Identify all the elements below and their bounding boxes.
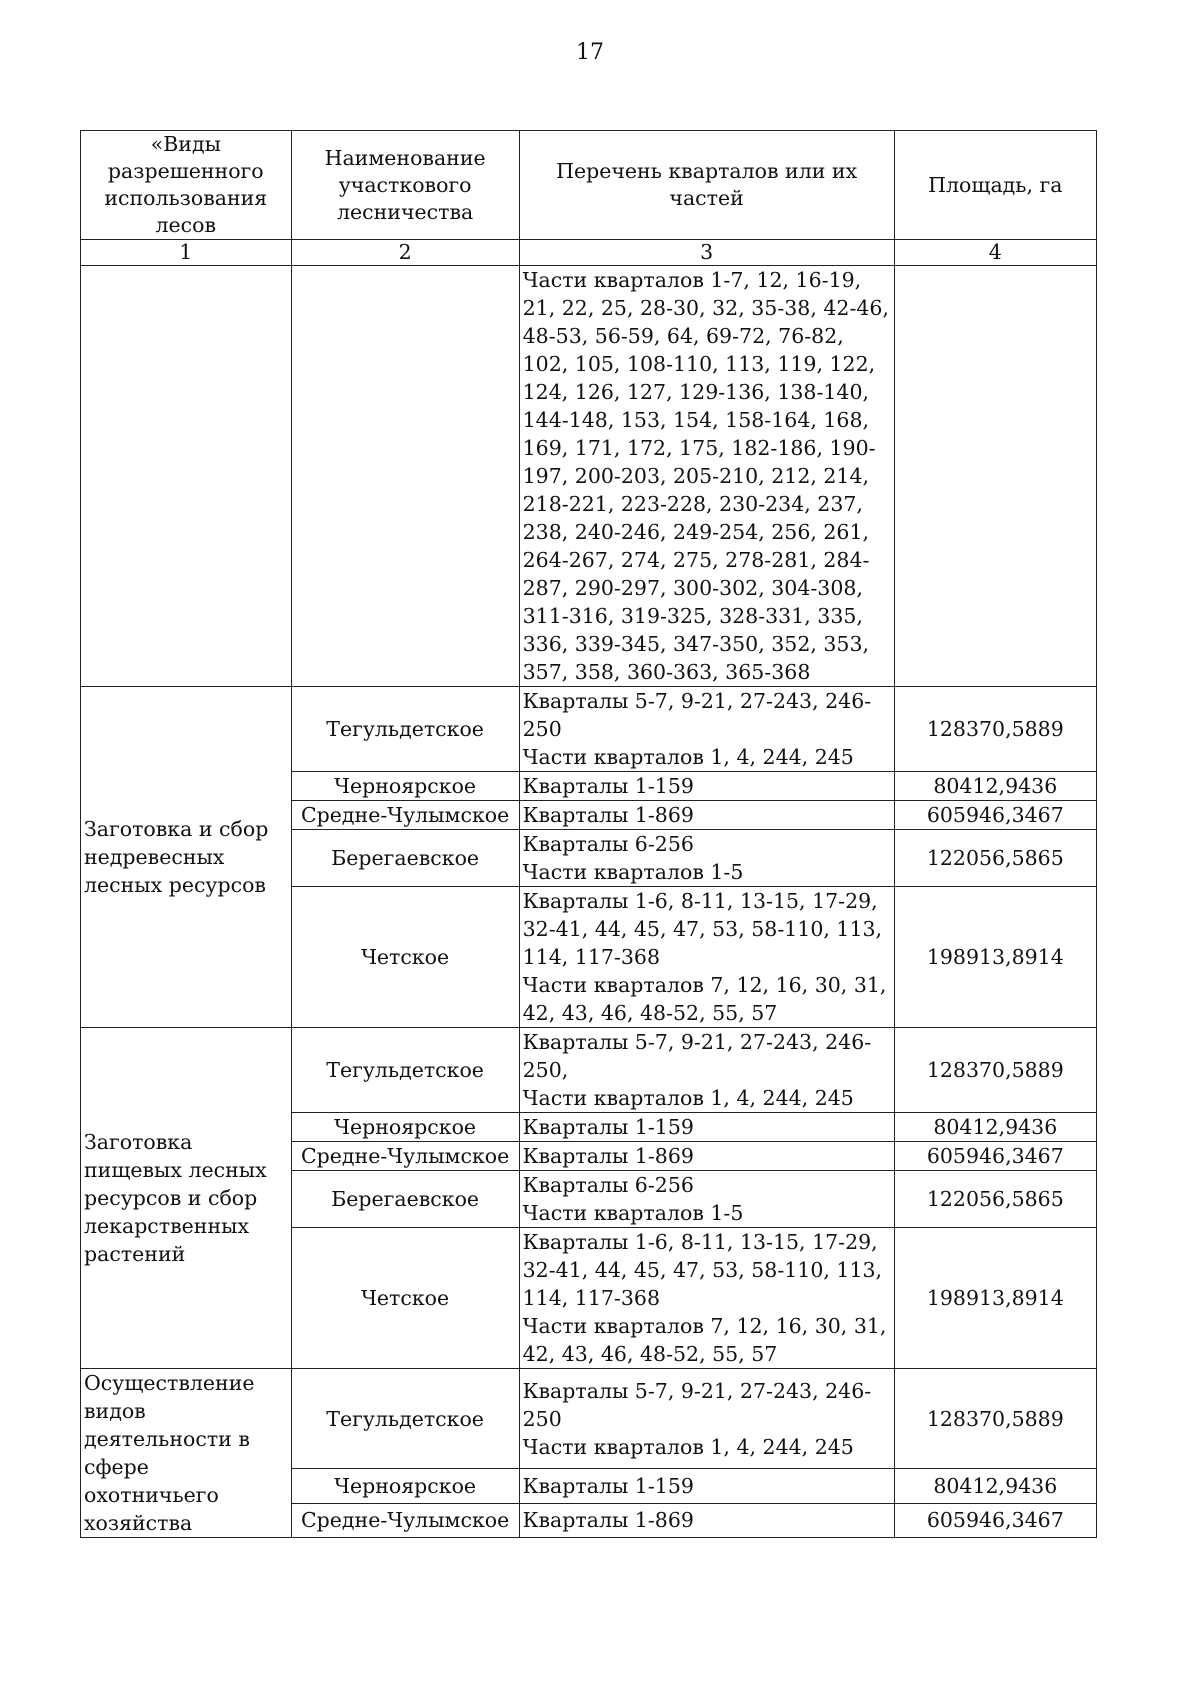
quarters-cell [519,1469,894,1503]
district-cell: Средне-Чулымское [291,1142,519,1171]
forest-use-table [80,130,1097,1538]
area-cell: 80412,9436 [894,1469,1096,1503]
quarters-main: Кварталы 1-869 [522,1508,694,1533]
empty-cell [81,266,292,687]
quarters-main: Кварталы 1-869 [522,1144,694,1168]
quarters-parts: Части кварталов 7, 12, 16, 30, 31, 42, 43, 46, 48-52, 55, 57 [522,1314,887,1366]
district-cell: Тегульдетское [291,1369,519,1469]
column-number: 1 [81,240,292,266]
area-cell: 605946,3467 [894,1503,1096,1537]
quarters-main: Кварталы 1-6, 8-11, 13-15, 17-29, 32-41, 44, 45, 47, 53, 58-110, 113, 114, 117-368 [522,1230,883,1310]
table-row [81,687,1097,772]
area-cell: 198913,8914 [894,1228,1096,1369]
quarters-cell [519,772,894,801]
area-cell: 605946,3467 [894,1142,1096,1171]
district-cell: Четское [291,1228,519,1369]
header-area: Площадь, га [894,131,1096,240]
quarters-main: Кварталы 5-7, 9-21, 27-243, 246-250 [522,1378,872,1431]
column-number: 4 [894,240,1096,266]
area-cell: 122056,5865 [894,1171,1096,1228]
district-cell: Черноярское [291,1469,519,1503]
quarters-main: Кварталы 1-6, 8-11, 13-15, 17-29, 32-41, 44, 45, 47, 53, 58-110, 113, 114, 117-368 [522,889,883,969]
empty-cell [894,266,1096,687]
area-cell: 80412,9436 [894,1113,1096,1142]
quarters-main: Кварталы 5-7, 9-21, 27-243, 246-250 [522,689,872,741]
header-row [81,131,1097,240]
district-cell: Тегульдетское [291,1028,519,1113]
area-cell: 198913,8914 [894,887,1096,1028]
district-cell: Берегаевское [291,1171,519,1228]
area-cell: 128370,5889 [894,1369,1096,1469]
quarters-cell [519,687,894,772]
quarters-cell [519,887,894,1028]
use-kind-cell: Заготовка и сбор недревесных лесных ресурсов [81,687,292,1028]
page-number: 17 [576,40,604,65]
quarters-main: Кварталы 1-159 [522,774,694,798]
quarters-parts: Части кварталов 1, 4, 244, 245 [522,745,854,769]
area-cell: 128370,5889 [894,687,1096,772]
quarters-parts: Части кварталов 1-5 [522,1201,744,1225]
quarters-cell [519,1028,894,1113]
quarters-main: Кварталы 6-256 [522,832,694,856]
header-quarters: Перечень кварталов или их частей [519,131,894,240]
district-cell: Четское [291,887,519,1028]
quarters-cell [519,1369,894,1469]
empty-cell [291,266,519,687]
quarters-cell: Части кварталов 1-7, 12, 16-19, 21, 22, 25, 28-30, 32, 35-38, 42-46, 48-53, 56-59, 64, 69-72, 76-82, 102, 105, 108-110, 113, 119, 122, 124, 126, 127, 129-136, 138-140, 144-148, 153, 154, 158-164, 168, 169, 171, 172, 175, 182-186, 190-197, 200-203, 205-210, 212, 214, 218-221, 223-228, 230-234, 237, 238, 240-246, 249-254, 256, 261, 264-267, 274, 275, 278-281, 284-287, 290-297, 300-302, 304-308, 311-316, 319-325, 328-331, 335, 336, 339-345, 347-350, 352, 353, 357, 358, 360-363, 365-368 [519,266,894,687]
area-cell: 605946,3467 [894,801,1096,830]
quarters-cell [519,1228,894,1369]
quarters-main: Кварталы 6-256 [522,1173,694,1197]
district-cell: Черноярское [291,1113,519,1142]
column-number: 3 [519,240,894,266]
quarters-main: Кварталы 1-869 [522,803,694,827]
quarters-parts: Части кварталов 1, 4, 244, 245 [522,1086,854,1110]
header-kind: «Виды разрешенного использования лесов [81,131,292,240]
table-row [81,1369,1097,1469]
quarters-main: Кварталы 5-7, 9-21, 27-243, 246-250, [522,1030,872,1082]
table-row [81,1028,1097,1113]
quarters-parts: Части кварталов 1, 4, 244, 245 [522,1434,854,1459]
district-cell: Средне-Чулымское [291,801,519,830]
district-cell: Тегульдетское [291,687,519,772]
column-number-row [81,240,1097,266]
district-cell: Берегаевское [291,830,519,887]
quarters-cell [519,830,894,887]
use-kind-cell: Осуществление видов деятельности в сфере охотничьего хозяйства [81,1369,292,1538]
use-kind-cell: Заготовка пищевых лесных ресурсов и сбор лекарственных растений [81,1028,292,1369]
quarters-cell [519,1142,894,1171]
quarters-cell [519,801,894,830]
area-cell: 80412,9436 [894,772,1096,801]
continuation-row [81,266,1097,687]
quarters-cell [519,1113,894,1142]
header-district: Наименование участкового лесничества [291,131,519,240]
quarters-main: Кварталы 1-159 [522,1474,694,1499]
column-number: 2 [291,240,519,266]
quarters-parts: Части кварталов 7, 12, 16, 30, 31, 42, 43, 46, 48-52, 55, 57 [522,973,887,1025]
district-cell: Средне-Чулымское [291,1503,519,1537]
area-cell: 128370,5889 [894,1028,1096,1113]
quarters-cell [519,1503,894,1537]
district-cell: Черноярское [291,772,519,801]
quarters-main: Кварталы 1-159 [522,1115,694,1139]
quarters-parts: Части кварталов 1-5 [522,860,744,884]
area-cell: 122056,5865 [894,830,1096,887]
quarters-cell [519,1171,894,1228]
